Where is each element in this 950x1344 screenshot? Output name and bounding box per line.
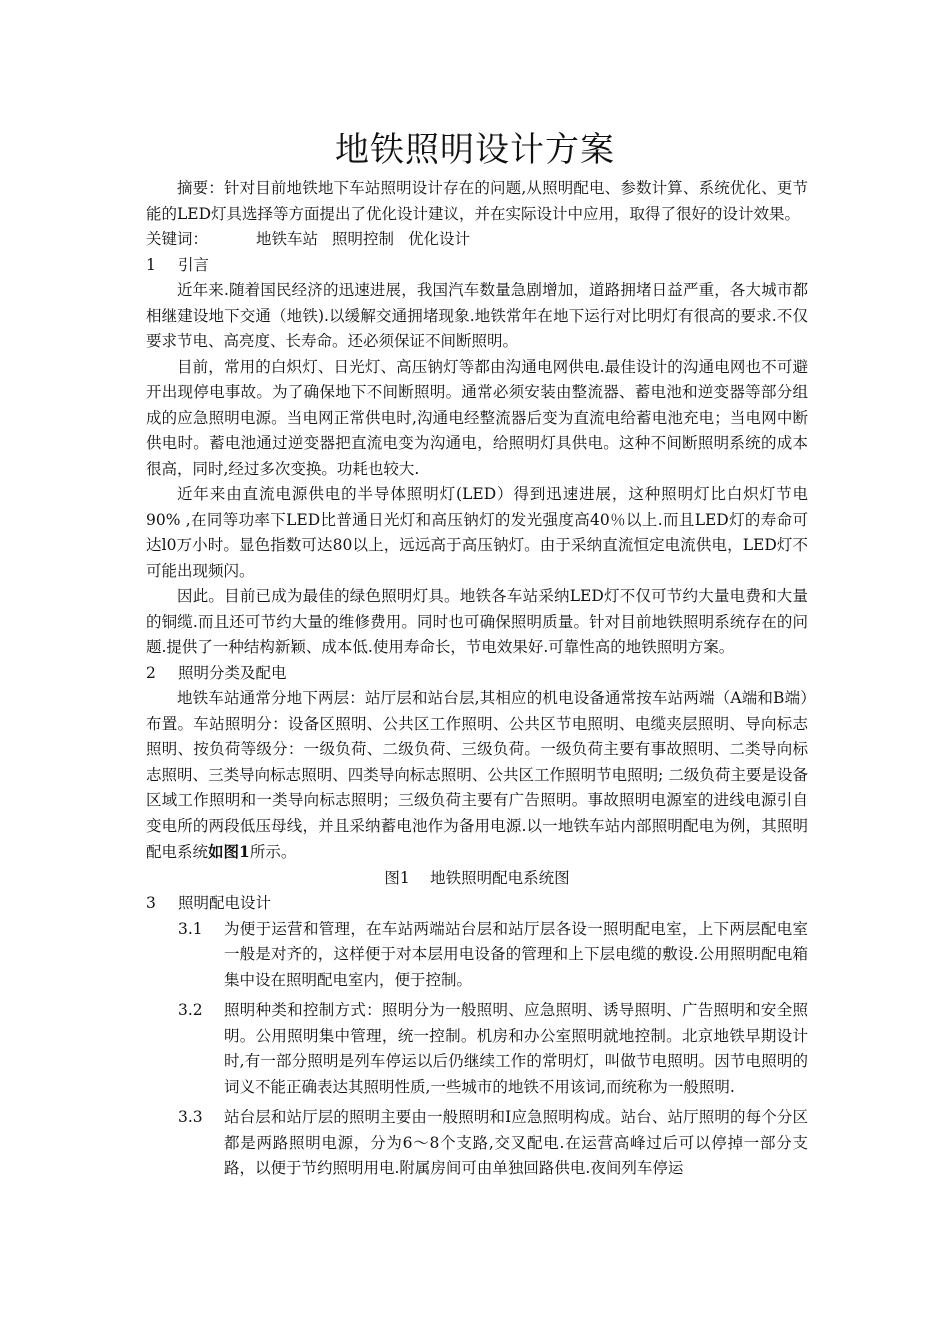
section-1-paragraph-4: 因此。目前已成为最佳的绿色照明灯具。地铁各车站采纳LED灯不仅可节约大量电费和大量的铜缆.而且还可节约大量的维修费用。同时也可确保照明质量。针对目前地铁照明系统存在的问题.提供了一种结构新颖、成本低.使用寿命长，节电效果好.可靠性高的地铁照明方案。: [146, 587, 808, 656]
section-1-number: 1: [146, 255, 156, 274]
section-3-2-number: 3.2: [178, 1001, 203, 1019]
section-2-text: 地铁车站通常分地下两层：站厅层和站台层,其相应的机电设备通常按车站两端（A端和B端）布置。车站照明分：设备区照明、公共区工作照明、公共区节电照明、电缆夹层照明、导向标志照明、按负荷等级分：一级负荷、二级负荷、三级负荷。一级负荷主要有事故照明、二类导向标志照明、三类导向标志照明、四类导向标志照明、公共区工作照明节电照明; 二级负荷主要是设备区域工作照明和一类导向标志照明；三级负荷主要有广告照明。事故照明电源室的进线电源引自变电所的两段低压母线，并且采纳蓄电池作为备用电源.以一地铁车站内部照明配电为例，其照明配电系统: [146, 689, 808, 861]
section-3-2: [146, 998, 808, 1100]
section-2-title: 照明分类及配电: [178, 663, 287, 682]
section-3-heading: [146, 891, 808, 917]
section-3-3-text: 站台层和站厅层的照明主要由一般照明和I应急照明构成。站台、站厅照明的每个分区都是两路照明电源，分为6～8个支路,交叉配电.在运营高峰过后可以停掉一部分支路，以便于节约照明用电.附属房间可由单独回路供电.夜间列车停运: [224, 1108, 808, 1177]
section-3-3-number: 3.3: [178, 1108, 203, 1126]
section-2-paragraph: [146, 686, 808, 866]
section-2-heading: [146, 661, 808, 687]
section-2-text-end: 所示。: [249, 843, 297, 861]
section-3-1-text: 为便于运营和管理，在车站两端站台层和站厅层各设一照明配电室，上下两层配电室一般是对齐的，这样便于对本层用电设备的管理和上下层电缆的敷设.公用照明配电箱集中设在照明配电室内，便于控制。: [224, 919, 808, 989]
section-3-2-text: 照明种类和控制方式：照明分为一般照明、应急照明、诱导照明、广告照明和安全照明。公用照明集中管理，统一控制。机房和办公室照明就地控制。北京地铁早期设计时,有一部分照明是列车停运以后仍继续工作的常明灯，叫做节电照明。因节电照明的词义不能正确表达其照明性质,一些城市的地铁不用该词,而统称为一般照明.: [224, 1001, 808, 1096]
section-2-number: 2: [146, 663, 156, 682]
section-1-paragraph-3: 近年来由直流电源供电的半导体照明灯(LED）得到迅速进展，这种照明灯比白炽灯节电90% ,在同等功率下LED比普通日光灯和高压钠灯的发光强度高40％以上.而且LED灯的寿命可达l0万小时。显色指数可达80以上，远远高于高压钠灯。由于采纳直流恒定电流供电，LED灯不可能出现频闪。: [146, 485, 808, 580]
keyword-1: 地铁车站: [256, 230, 319, 248]
section-1-heading: [146, 253, 808, 279]
figure-reference: 如图1: [208, 842, 250, 861]
document-body: [146, 176, 808, 1182]
section-1-title: 引言: [178, 255, 210, 274]
section-3-3: [146, 1105, 808, 1182]
keywords-label: 关键词：: [146, 230, 209, 248]
document-title: 地铁照明设计方案: [335, 130, 615, 170]
keyword-3: 优化设计: [408, 230, 471, 248]
keywords-line: [146, 227, 808, 253]
section-3-title: 照明配电设计: [178, 894, 272, 912]
section-3-1: [146, 917, 808, 994]
section-1-paragraph-1: 近年来.随着国民经济的迅速进展，我国汽车数量急剧增加，道路拥堵日益严重，各大城市都相继建设地下交通（地铁).以缓解交通拥堵现象.地铁常年在地下运行对比明灯有很高的要求.不仅要求节电、高亮度、长寿命。还必须保证不间断照明。: [146, 281, 808, 350]
abstract-paragraph: 摘要：针对目前地铁地下车站照明设计存在的问题,从照明配电、参数计算、系统优化、更节能的LED灯具选择等方面提出了优化设计建议，并在实际设计中应用，取得了很好的设计效果。: [146, 179, 808, 223]
section-3-1-number: 3.1: [178, 919, 203, 938]
section-1-paragraph-2: 目前，常用的白炽灯、日光灯、高压钠灯等都由沟通电网供电.最佳设计的沟通电网也不可避开出现停电事故。为了确保地下不间断照明。通常必须安装由整流器、蓄电池和逆变器等部分组成的应急照明电源。当电网正常供电时,沟通电经整流器后变为直流电给蓄电池充电；当电网中断供电时。蓄电池通过逆变器把直流电变为沟通电，给照明灯具供电。这种不间断照明系统的成本很高，同时,经过多次变换。功耗也较大.: [146, 357, 808, 478]
figure-caption: 图1 地铁照明配电系统图: [384, 868, 570, 887]
keyword-2: 照明控制: [332, 230, 395, 248]
section-3-number: 3: [146, 894, 156, 912]
